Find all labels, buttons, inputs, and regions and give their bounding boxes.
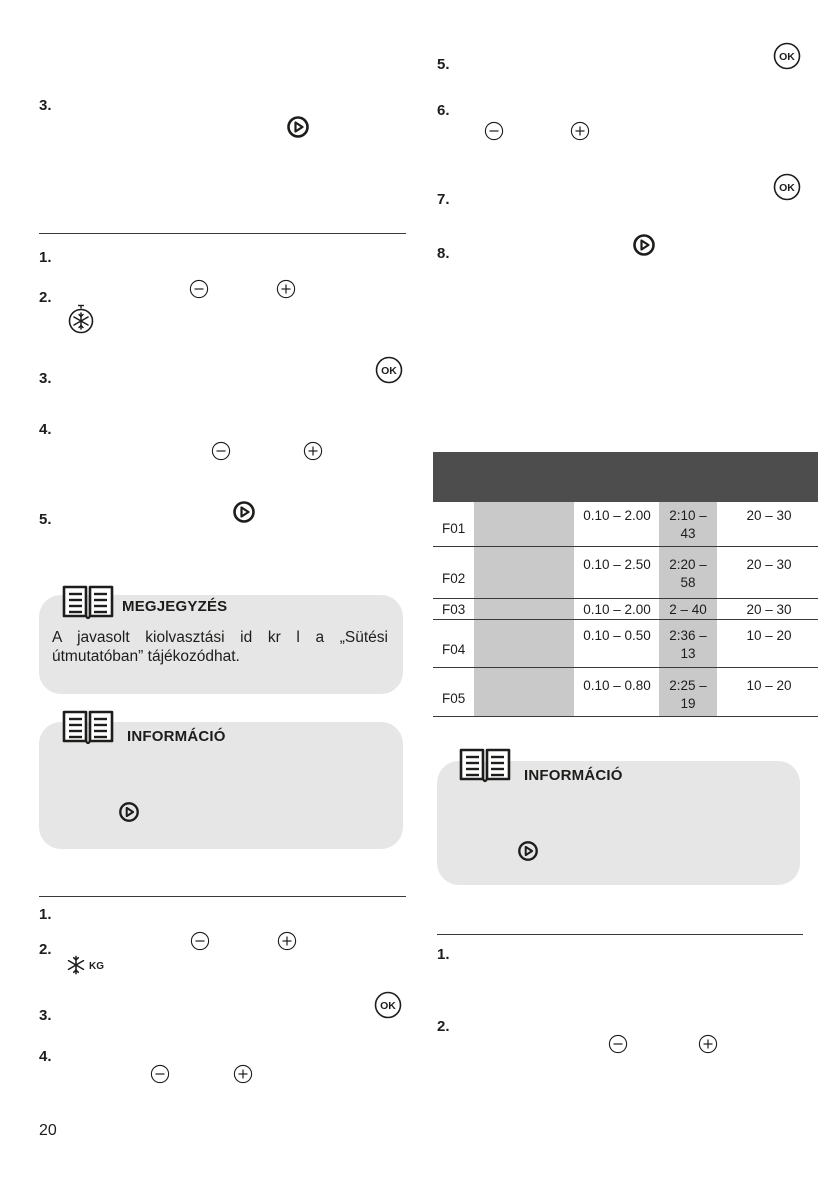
program-code: F02 (442, 571, 466, 586)
ok-icon (375, 356, 403, 384)
table-row-line (433, 598, 818, 599)
step-number: 3. (39, 370, 52, 387)
note-text-line: A javasolt kiolvasztási id kr l a „Sütési (52, 629, 388, 646)
minus-icon (189, 279, 209, 299)
step-number: 3. (39, 97, 52, 114)
time-range-cont: 13 (680, 646, 696, 661)
note-text-line: útmutatóban” tájékozódhat. (52, 648, 240, 665)
rest-time: 20 – 30 (746, 602, 792, 617)
start-icon (232, 500, 256, 524)
start-icon (517, 840, 539, 862)
step-number: 5. (437, 56, 450, 73)
time-range-cont: 58 (680, 575, 696, 590)
step-number: 2. (437, 1018, 450, 1035)
rest-time: 10 – 20 (746, 628, 792, 643)
rest-time: 20 – 30 (746, 557, 792, 572)
weight-range: 0.10 – 2.50 (583, 557, 651, 572)
ok-icon (773, 42, 801, 70)
program-code: F04 (442, 642, 466, 657)
minus-icon (190, 931, 210, 951)
weight-range: 0.10 – 0.50 (583, 628, 651, 643)
time-range-cont: 43 (680, 526, 696, 541)
rest-time: 10 – 20 (746, 678, 792, 693)
step-number: 6. (437, 102, 450, 119)
program-code: F03 (442, 602, 466, 617)
section-divider (39, 233, 406, 234)
plus-icon (233, 1064, 253, 1084)
step-number: 4. (39, 421, 52, 438)
time-range: 2:36 – (669, 628, 707, 643)
minus-icon (484, 121, 504, 141)
defrost-icon (68, 304, 94, 334)
plus-icon (698, 1034, 718, 1054)
table-row-line (433, 619, 818, 620)
book-icon (62, 583, 114, 621)
table-row-line (433, 667, 818, 668)
table-row-line (433, 716, 818, 717)
rest-time: 20 – 30 (746, 508, 792, 523)
step-number: 1. (437, 946, 450, 963)
program-code: F05 (442, 691, 466, 706)
plus-icon (570, 121, 590, 141)
start-icon (286, 115, 310, 139)
minus-icon (608, 1034, 628, 1054)
step-number: 8. (437, 245, 450, 262)
step-number: 1. (39, 249, 52, 266)
step-number: 4. (39, 1048, 52, 1065)
plus-icon (303, 441, 323, 461)
page-number: 20 (39, 1122, 57, 1139)
table-header (433, 452, 818, 502)
info-title: INFORMÁCIÓ (127, 728, 226, 745)
plus-icon (276, 279, 296, 299)
start-icon (118, 801, 140, 823)
time-range: 2:10 – (669, 508, 707, 523)
book-icon (459, 746, 511, 784)
ok-icon (773, 173, 801, 201)
weight-range: 0.10 – 0.80 (583, 678, 651, 693)
section-divider (437, 934, 803, 935)
step-number: 1. (39, 906, 52, 923)
weight-range: 0.10 – 2.00 (583, 508, 651, 523)
minus-icon (150, 1064, 170, 1084)
ok-icon (374, 991, 402, 1019)
table-row-line (433, 546, 818, 547)
time-range-cont: 19 (680, 696, 696, 711)
start-icon (632, 233, 656, 257)
table-grey-column (474, 502, 574, 716)
step-number: 2. (39, 941, 52, 958)
snowflake-icon (66, 955, 86, 975)
step-number: 3. (39, 1007, 52, 1024)
section-divider (39, 896, 406, 897)
step-number: 7. (437, 191, 450, 208)
plus-icon (277, 931, 297, 951)
step-number: 2. (39, 289, 52, 306)
weight-range: 0.10 – 2.00 (583, 602, 651, 617)
step-number: 5. (39, 511, 52, 528)
kg-label: KG (89, 961, 104, 972)
note-title: MEGJEGYZÉS (122, 598, 228, 615)
book-icon (62, 708, 114, 746)
minus-icon (211, 441, 231, 461)
info-title: INFORMÁCIÓ (524, 767, 623, 784)
time-range: 2:20 – (669, 557, 707, 572)
time-range: 2 – 40 (669, 602, 707, 617)
time-range: 2:25 – (669, 678, 707, 693)
program-code: F01 (442, 521, 466, 536)
